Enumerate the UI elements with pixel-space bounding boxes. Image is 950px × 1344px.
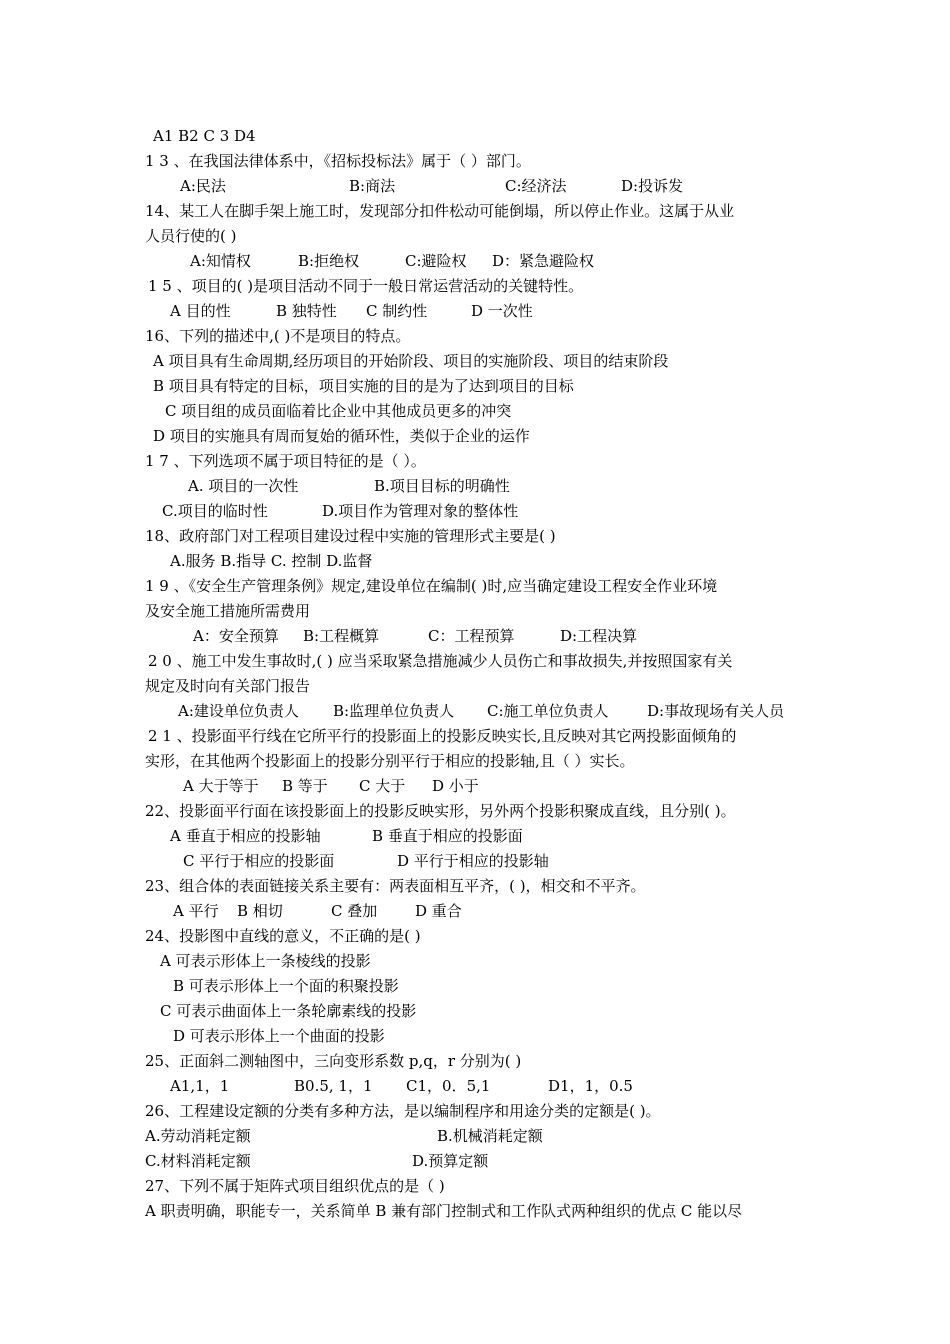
option-a: A 垂直于相应的投影轴 [170, 827, 321, 845]
options-q13 [0, 174, 950, 198]
option-b: B 等于 [282, 777, 328, 795]
option-b: B 可表示形体上一个面的积聚投影 [173, 977, 399, 995]
options-q17-row2 [0, 499, 950, 523]
option-d: D 平行于相应的投影轴 [397, 852, 549, 870]
options-q14 [0, 249, 950, 273]
option-c: C1，0．5,1 [406, 1077, 491, 1095]
option-d: D 项目的实施具有周而复始的循环性，类似于企业的运作 [153, 427, 530, 445]
option-a: A 目的性 [170, 302, 231, 320]
options-q18: A.服务 B.指导 C. 控制 D.监督 [170, 552, 373, 570]
option-a: A:知情权 [190, 252, 251, 270]
question-27: 27、下列不属于矩阵式项目组织优点的是（ ) [145, 1177, 445, 1195]
options-q15 [0, 299, 950, 323]
options-q26-row1 [0, 1124, 950, 1148]
option-b: B:工程概算 [303, 627, 380, 645]
option-d: D：紧急避险权 [492, 252, 595, 270]
option-c: C:经济法 [505, 177, 567, 195]
option-d: D:工程决算 [560, 627, 638, 645]
question-25: 25、正面斜二测轴图中，三向变形系数 p,q，r 分别为( ) [145, 1052, 522, 1070]
question-20: 2 0 、施工中发生事故时,( ) 应当采取紧急措施减少人员伤亡和事故损失,并按照国家有关 [148, 652, 733, 670]
question-15: 1 5 、项目的( )是项目活动不同于一般日常运营活动的关键特性。 [148, 277, 584, 295]
options-q27: A 职责明确，职能专一，关系简单 B 兼有部门控制式和工作队式两种组织的优点 C 能以尽 [145, 1202, 743, 1220]
question-19: 1 9 、《安全生产管理条例》规定,建设单位在编制( )时,应当确定建设工程安全作业环境 [145, 577, 718, 595]
option-a: A:民法 [180, 177, 226, 195]
option-a: A：安全预算 [193, 627, 279, 645]
option-c: C 平行于相应的投影面 [183, 852, 335, 870]
options-q19 [0, 624, 950, 648]
option-a: A 大于等于 [183, 777, 259, 795]
option-c: C:避险权 [405, 252, 467, 270]
option-a: A 平行 [173, 902, 219, 920]
option-d: D 一次性 [471, 302, 533, 320]
option-c: C：工程预算 [428, 627, 515, 645]
question-21-cont: 实形，在其他两个投影面上的投影分别平行于相应的投影轴,且（ ）实长。 [145, 752, 635, 770]
question-23: 23、组合体的表面链接关系主要有：两表面相互平齐，( )，相交和不平齐。 [145, 877, 646, 895]
question-17: 1 7 、下列选项不属于项目特征的是（ ）。 [145, 452, 426, 470]
option-d: D:事故现场有关人员 [647, 702, 785, 720]
option-a: A. 项目的一次性 [188, 477, 299, 495]
option-a: A.劳动消耗定额 [145, 1127, 251, 1145]
option-b: B 相切 [237, 902, 283, 920]
option-d: D 可表示形体上一个曲面的投影 [173, 1027, 385, 1045]
question-18: 18、政府部门对工程项目建设过程中实施的管理形式主要是( ) [145, 527, 556, 545]
option-b: B:监理单位负责人 [333, 702, 455, 720]
question-24: 24、投影图中直线的意义，不正确的是( ) [145, 927, 421, 945]
option-a: A 可表示形体上一条棱线的投影 [160, 952, 371, 970]
option-d: D.预算定额 [412, 1152, 489, 1170]
options-q17-row1 [0, 474, 950, 498]
options-q22-row1 [0, 824, 950, 848]
option-a: A:建设单位负责人 [178, 702, 299, 720]
option-a: A1,1，1 [170, 1077, 230, 1095]
question-19-cont: 及安全施工措施所需费用 [145, 602, 311, 620]
option-c: C 可表示曲面体上一条轮廓素线的投影 [160, 1002, 417, 1020]
option-c: C 项目组的成员面临着比企业中其他成员更多的冲突 [165, 402, 512, 420]
option-d: D:投诉发 [621, 177, 684, 195]
option-b: B:商法 [349, 177, 396, 195]
question-20-cont: 规定及时向有关部门报告 [145, 677, 311, 695]
option-d: D.项目作为管理对象的整体性 [322, 502, 519, 520]
option-b: B 项目具有特定的目标，项目实施的目的是为了达到项目的目标 [153, 377, 574, 395]
question-21: 2 1 、投影面平行线在它所平行的投影面上的投影反映实长,且反映对其它两投影面倾角的 [148, 727, 737, 745]
option-c: C:施工单位负责人 [487, 702, 609, 720]
option-b: B0.5, 1，1 [294, 1077, 373, 1095]
options-q20 [0, 699, 950, 723]
options-q21 [0, 774, 950, 798]
option-c: C.材料消耗定额 [145, 1152, 251, 1170]
option-c: C 叠加 [331, 902, 378, 920]
options-q22-row2 [0, 849, 950, 873]
answer-options-q12: A1 B2 C 3 D4 [153, 127, 256, 145]
options-q26-row2 [0, 1149, 950, 1173]
option-a: A 项目具有生命周期,经历项目的开始阶段、项目的实施阶段、项目的结束阶段 [153, 352, 669, 370]
option-d: D 小于 [432, 777, 479, 795]
question-26: 26、工程建设定额的分类有多种方法，是以编制程序和用途分类的定额是( )。 [145, 1102, 661, 1120]
options-q23 [0, 899, 950, 923]
option-b: B.项目目标的明确性 [374, 477, 510, 495]
option-b: B 垂直于相应的投影面 [372, 827, 523, 845]
option-d: D1，1，0.5 [548, 1077, 633, 1095]
question-13: 1 3 、在我国法律体系中，《招标投标法》属于（ ）部门。 [145, 152, 531, 170]
option-b: B:拒绝权 [298, 252, 360, 270]
question-22: 22、投影面平行面在该投影面上的投影反映实形，另外两个投影积聚成直线，且分别( )。 [145, 802, 736, 820]
option-c: C 大于 [359, 777, 406, 795]
option-b: B 独特性 [276, 302, 337, 320]
question-14: 14、某工人在脚手架上施工时，发现部分扣件松动可能倒塌，所以停止作业。这属于从业 [145, 202, 735, 220]
question-14-cont: 人员行使的( ) [145, 227, 237, 245]
option-b: B.机械消耗定额 [437, 1127, 543, 1145]
question-16: 16、下列的描述中,( )不是项目的特点。 [145, 327, 411, 345]
options-q25 [0, 1074, 950, 1098]
option-c: C 制约性 [366, 302, 428, 320]
option-d: D 重合 [415, 902, 462, 920]
option-c: C.项目的临时性 [162, 502, 268, 520]
